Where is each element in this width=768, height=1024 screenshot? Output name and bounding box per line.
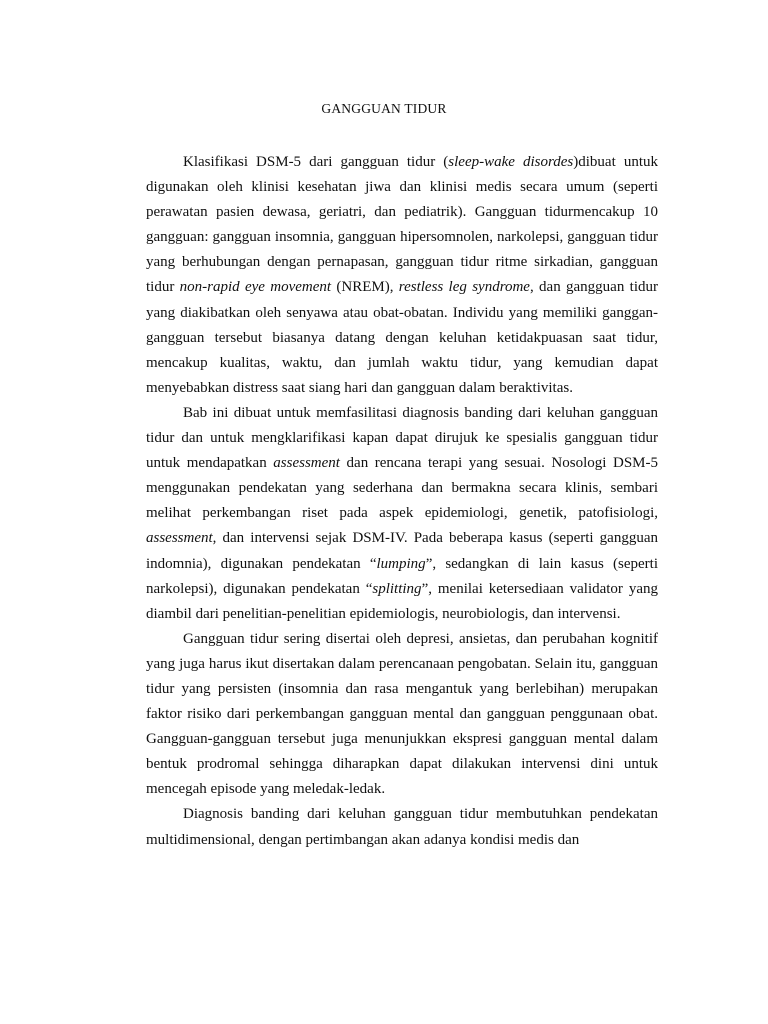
text-run: Gangguan tidur sering disertai oleh depresi, ansietas, dan perubahan kognitif yang juga harus ikut disertakan dalam perencanaan pengobatan. Selain itu, gangguan tidur yang persisten (insomnia dan rasa mengantuk yang berlebihan) merupakan faktor risiko dari perkembangan gangguan mental dan gangguan penggunaan obat. Gangguan-gangguan tersebut juga menunjukkan ekspresi gangguan mental dalam bentuk prodromal sehingga diharapkan dapat dilakukan intervensi dini untuk mencegah episode yang meledak-ledak. [146,630,658,798]
italic-term: sleep-wake disordes [448,154,574,170]
paragraph [146,627,658,803]
italic-term: assessment [273,455,340,472]
text-run: , dan gangguan tidur yang diakibatkan oleh senyawa atau obat-obatan. Individu yang memiliki ganggan-gangguan tersebut biasanya datang dengan keluhan ketidakpuasan saat tidur, mencakup kualitas, waktu, dan jumlah waktu tidur, yang kemudian dapat menyebabkan distress saat siang hari dan gangguan dalam beraktivitas. [146,279,658,396]
italic-term: lumping [376,555,426,572]
text-run: Diagnosis banding dari keluhan gangguan tidur membutuhkan pendekatan multidimensional, dengan pertimbangan akan adanya kondisi medis dan [146,806,658,848]
italic-term: restless leg syndrome [398,279,530,296]
text-run: Bab ini dibuat untuk memfasilitasi diagnosis banding dari keluhan gangguan tidur dan untuk mengklarifikasi kapan dapat dirujuk ke spesialis gangguan tidur untuk mendapatkan [146,404,658,472]
italic-term: assessment [146,530,213,547]
text-run: ”, sedangkan di lain kasus (seperti narkolepsi), digunakan pendekatan “ [146,555,658,597]
text-run: dan rencana terapi yang sesuai. Nosologi DSM-5 menggunakan pendekatan yang sederhana dan bermakna secara klinis, sembari melihat perkembangan riset pada aspek epidemiologi, genetik, patofisiologi, [146,455,658,522]
text-run: )dibuat untuk digunakan oleh klinisi kesehatan jiwa dan klinisi medis secara umum (seperti perawatan pasien dewasa, geriatri, dan pediatrik). Gangguan tidurmencakup 10 gangguan: gangguan insomnia, gangguan hipersomnolen, narkolepsi, gangguan tidur yang berhubungan dengan pernapasan, gangguan tidur ritme sirkadian, gangguan tidur [146,154,658,296]
document-title: GANGGUAN TIDUR [321,101,447,116]
italic-term: splitting [372,580,422,597]
text-run: , dan intervensi sejak DSM-IV. Pada beberapa kasus (seperti gangguan indomnia), digunakan pendekatan “ [146,530,658,572]
document-body [146,150,658,853]
paragraph [146,150,658,401]
italic-term: non-rapid eye movement [179,279,332,296]
paragraph [146,401,658,627]
text-run: (NREM), [331,279,399,296]
text-run: ”, menilai ketersediaan validator yang diambil dari penelitian-penelitian epidemiologis, neurobiologis, dan intervensi. [146,580,658,622]
paragraph [146,802,658,852]
text-run: Klasifikasi DSM-5 dari gangguan tidur ( [183,154,449,170]
